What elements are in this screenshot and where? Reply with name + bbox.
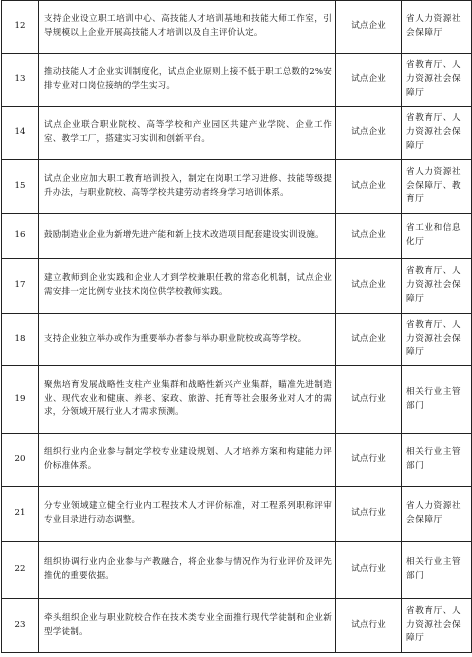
pilot-scope: 试点企业 (336, 160, 402, 214)
policy-content: 试点企业联合职业院校、高等学校和产业园区共建产业学院、企业工作室、教学工厂，搭建实习实训和创新平台。 (39, 107, 336, 160)
policy-content: 聚焦培育发展战略性支柱产业集群和战略性新兴产业集群，瞄准先进制造业、现代农业和健康、养老、家政、旅游、托育等社会服务业对人才的需求，分领域开展行业人才需求预测。 (39, 366, 336, 434)
row-number: 19 (2, 366, 39, 434)
responsible-department: 省教育厅、人力资源社会保障厅 (402, 599, 472, 653)
table-row (2, 1, 472, 54)
policy-content: 建立教师到企业实践和企业人才到学校兼职任教的常态化机制，试点企业需安排一定比例专业技术岗位供学校教师实践。 (39, 259, 336, 314)
pilot-scope: 试点行业 (336, 599, 402, 653)
row-number: 20 (2, 434, 39, 487)
table-row (2, 487, 472, 542)
responsible-department: 省人力资源社会保障厅 (402, 1, 472, 54)
table-row (2, 160, 472, 214)
table-row (2, 314, 472, 366)
row-number: 12 (2, 1, 39, 54)
responsible-department: 省教育厅、人力资源社会保障厅 (402, 54, 472, 107)
policy-content: 推动技能人才企业实训制度化，试点企业原则上接不低于职工总数的2%安排专业对口岗位接纳的学生实习。 (39, 54, 336, 107)
responsible-department: 相关行业主管部门 (402, 366, 472, 434)
row-number: 15 (2, 160, 39, 214)
responsible-department: 省工业和信息化厅 (402, 214, 472, 259)
pilot-scope: 试点企业 (336, 259, 402, 314)
row-number: 17 (2, 259, 39, 314)
table-row (2, 542, 472, 599)
table-row (2, 54, 472, 107)
responsible-department: 相关行业主管部门 (402, 434, 472, 487)
table-row (2, 107, 472, 160)
pilot-scope: 试点行业 (336, 542, 402, 599)
responsible-department: 省教育厅、人力资源社会保障厅 (402, 259, 472, 314)
policy-content: 支持企业独立举办或作为重要举办者参与举办职业院校或高等学校。 (39, 314, 336, 366)
table-row (2, 214, 472, 259)
table-row (2, 366, 472, 434)
pilot-scope: 试点行业 (336, 434, 402, 487)
policy-content: 组织行业内企业参与制定学校专业建设规划、人才培养方案和构建能力评价标准体系。 (39, 434, 336, 487)
pilot-scope: 试点行业 (336, 366, 402, 434)
pilot-scope: 试点企业 (336, 107, 402, 160)
responsible-department: 相关行业主管部门 (402, 542, 472, 599)
table-row (2, 259, 472, 314)
pilot-scope: 试点企业 (336, 1, 402, 54)
table-row (2, 599, 472, 653)
row-number: 18 (2, 314, 39, 366)
responsible-department: 省教育厅、人力资源社会保障厅 (402, 314, 472, 366)
row-number: 21 (2, 487, 39, 542)
pilot-scope: 试点行业 (336, 487, 402, 542)
row-number: 13 (2, 54, 39, 107)
row-number: 14 (2, 107, 39, 160)
policy-content: 牵头组织企业与职业院校合作在技术类专业全面推行现代学徒制和企业新型学徒制。 (39, 599, 336, 653)
responsible-department: 省教育厅、人力资源社会保障厅 (402, 107, 472, 160)
policy-content: 鼓励制造业企业为新增先进产能和新上技术改造项目配套建设实训设施。 (39, 214, 336, 259)
pilot-scope: 试点企业 (336, 54, 402, 107)
pilot-scope: 试点企业 (336, 214, 402, 259)
policy-content: 支持企业设立职工培训中心、高技能人才培训基地和技能大师工作室，引导规模以上企业开展高技能人才培训以及自主评价认定。 (39, 1, 336, 54)
policy-content: 分专业领域建立健全行业内工程技术人才评价标准，对工程系列职称评审专业目录进行动态调整。 (39, 487, 336, 542)
policy-table (1, 0, 472, 653)
row-number: 23 (2, 599, 39, 653)
table-row (2, 434, 472, 487)
responsible-department: 省人力资源社会保障厅、教育厅 (402, 160, 472, 214)
policy-content: 组织协调行业内企业参与产教融合，将企业参与情况作为行业评价及评先推优的重要依据。 (39, 542, 336, 599)
row-number: 16 (2, 214, 39, 259)
row-number: 22 (2, 542, 39, 599)
responsible-department: 省人力资源社会保障厅 (402, 487, 472, 542)
pilot-scope: 试点企业 (336, 314, 402, 366)
policy-content: 试点企业应加大职工教育培训投入，制定在岗职工学习进修、技能等级提升办法，与职业院校、高等学校共建劳动者终身学习培训体系。 (39, 160, 336, 214)
